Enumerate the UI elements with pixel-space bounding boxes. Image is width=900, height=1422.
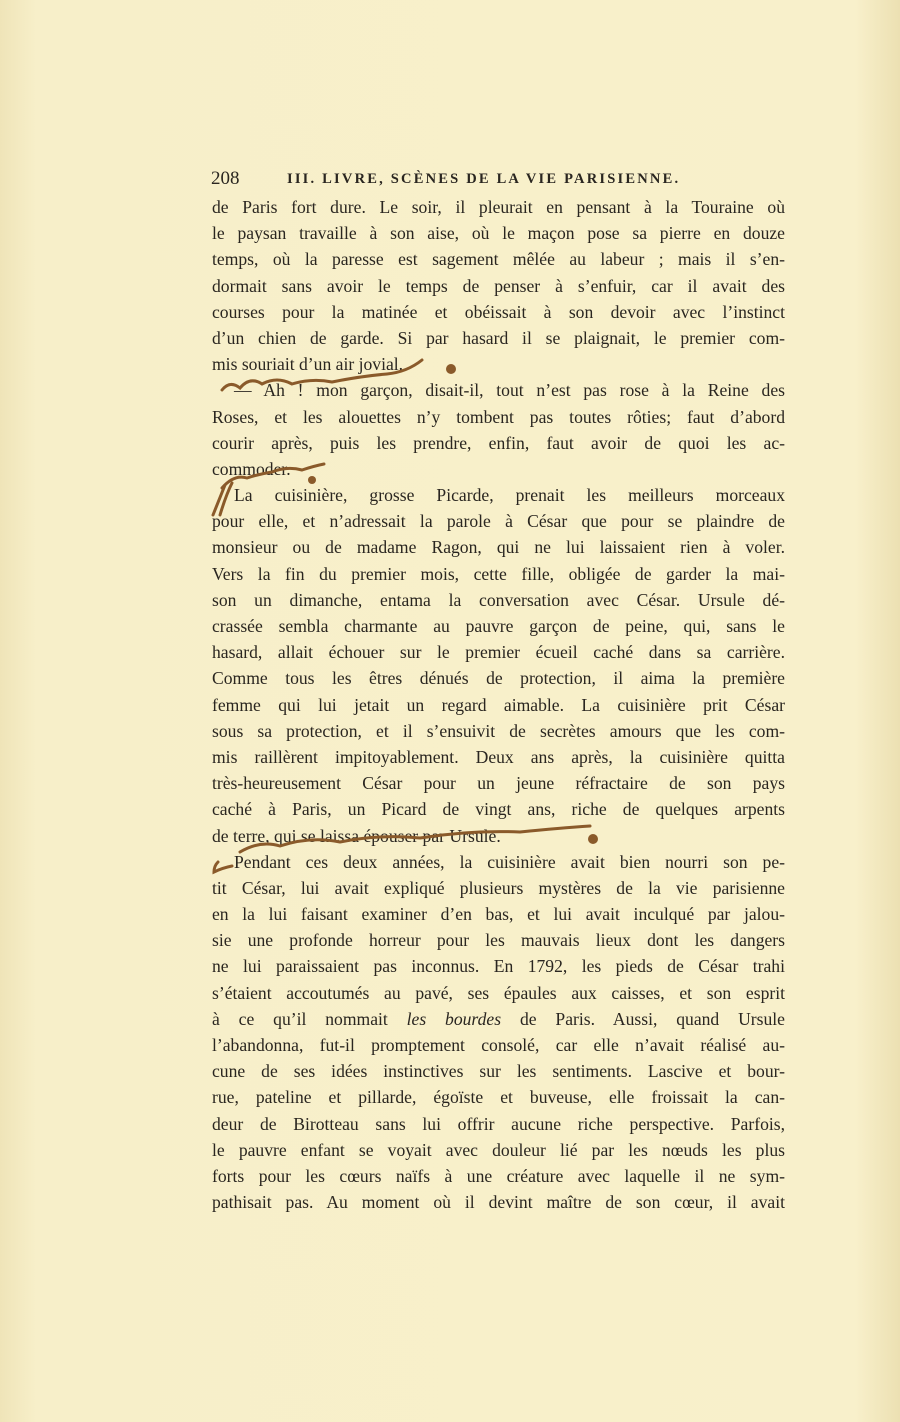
text-line: le pauvre enfant se voyait avec douleur lié par les nœuds les plus: [212, 1139, 785, 1160]
text-line: commoder.: [212, 458, 291, 479]
text-line: courses pour la matinée et obéissait à son devoir avec l’instinct: [212, 301, 785, 322]
text-line: caché à Paris, un Picard de vingt ans, riche de quelques arpents: [212, 799, 785, 820]
text-line: deur de Birotteau sans lui offrir aucune riche perspective. Parfois,: [212, 1113, 785, 1134]
text-line: mis souriait d’un air jovial.: [212, 354, 404, 375]
text-line: La cuisinière, grosse Picarde, prenait les meilleurs morceaux: [234, 485, 785, 506]
text-line: son un dimanche, entama la conversation avec César. Ursule dé-: [212, 589, 785, 610]
text-line: pathisait pas. Au moment où il devint maître de son cœur, il avait: [212, 1192, 785, 1213]
text-line: pour elle, et n’adressait la parole à César que pour se plaindre de: [212, 511, 785, 532]
text-line: sous sa protection, et il s’ensuivit de secrètes amours que les com-: [212, 720, 785, 741]
text-line: temps, où la paresse est sagement mêlée au labeur ; mais il s’en-: [212, 249, 785, 270]
text-line: hasard, allait échouer sur le premier écueil caché dans sa carrière.: [212, 642, 785, 663]
text-line: rue, pateline et pillarde, égoïste et buveuse, elle froissait la can-: [212, 1087, 785, 1108]
text-line: mis raillèrent impitoyablement. Deux ans après, la cuisinière quitta: [212, 746, 785, 767]
line-segment: de Paris. Aussi, quand Ursule: [501, 1008, 785, 1029]
text-line: [212, 1006, 785, 1032]
text-line: femme qui lui jetait un regard aimable. La cuisinière prit César: [212, 694, 785, 715]
text-line: de Paris fort dure. Le soir, il pleurait en pensant à la Touraine où: [212, 197, 785, 217]
text-line: forts pour les cœurs naïfs à une créature avec laquelle il ne sym-: [212, 1165, 785, 1186]
text-line: d’un chien de garde. Si par hasard il se plaignait, le premier com-: [212, 327, 785, 348]
text-line: le paysan travaille à son aise, où le maçon pose sa pierre en douze: [212, 223, 785, 244]
text-line: Pendant ces deux années, la cuisinière avait bien nourri son pe-: [234, 851, 785, 872]
page-header: [211, 168, 711, 192]
page-number: 208: [211, 168, 240, 189]
text-line: l’abandonna, fut-il promptement consolé, car elle n’avait réalisé au-: [212, 1035, 785, 1055]
text-line: Vers la fin du premier mois, cette fille, obligée de garder la mai-: [212, 563, 785, 584]
text-line: dormait sans avoir le temps de penser à s’enfuir, car il avait des: [212, 275, 785, 296]
line-segment: à ce qu’il nommait: [212, 1008, 407, 1029]
text-line: très-heureusement César pour un jeune réfractaire de son pays: [212, 773, 785, 794]
text-line: Comme tous les êtres dénués de protection, il aima la première: [212, 668, 785, 689]
text-line: cune de ses idées instinctives sur les sentiments. Lascive et bour-: [212, 1061, 785, 1082]
text-line: crassée sembla charmante au pauvre garçon de peine, qui, sans le: [212, 616, 785, 636]
running-title: III. LIVRE, SCÈNES DE LA VIE PARISIENNE.: [287, 171, 681, 187]
text-line: s’étaient accoutumés au pavé, ses épaules aux caisses, et son esprit: [212, 982, 785, 1003]
text-line: sie une profonde horreur pour les mauvais lieux dont les dangers: [212, 930, 785, 951]
body-text: [212, 194, 785, 1215]
text-line: tit César, lui avait expliqué plusieurs mystères de la vie parisienne: [212, 877, 785, 898]
text-line: courir après, puis les prendre, enfin, faut avoir de quoi les ac-: [212, 432, 785, 453]
text-line: ne lui paraissaient pas inconnus. En 1792, les pieds de César trahi: [212, 956, 785, 977]
italic-phrase: les bourdes: [406, 1008, 502, 1029]
text-line: en la lui faisant examiner d’en bas, et lui avait inculqué par jalou-: [212, 904, 785, 925]
text-line: de terre, qui se laissa épouser par Ursule.: [212, 825, 501, 846]
text-line: Roses, et les alouettes n’y tombent pas toutes rôties; faut d’abord: [212, 406, 785, 427]
text-line: monsieur ou de madame Ragon, qui ne lui laissaient rien à voler.: [212, 537, 785, 558]
text-line: — Ah ! mon garçon, disait-il, tout n’est pas rose à la Reine des: [234, 380, 785, 401]
